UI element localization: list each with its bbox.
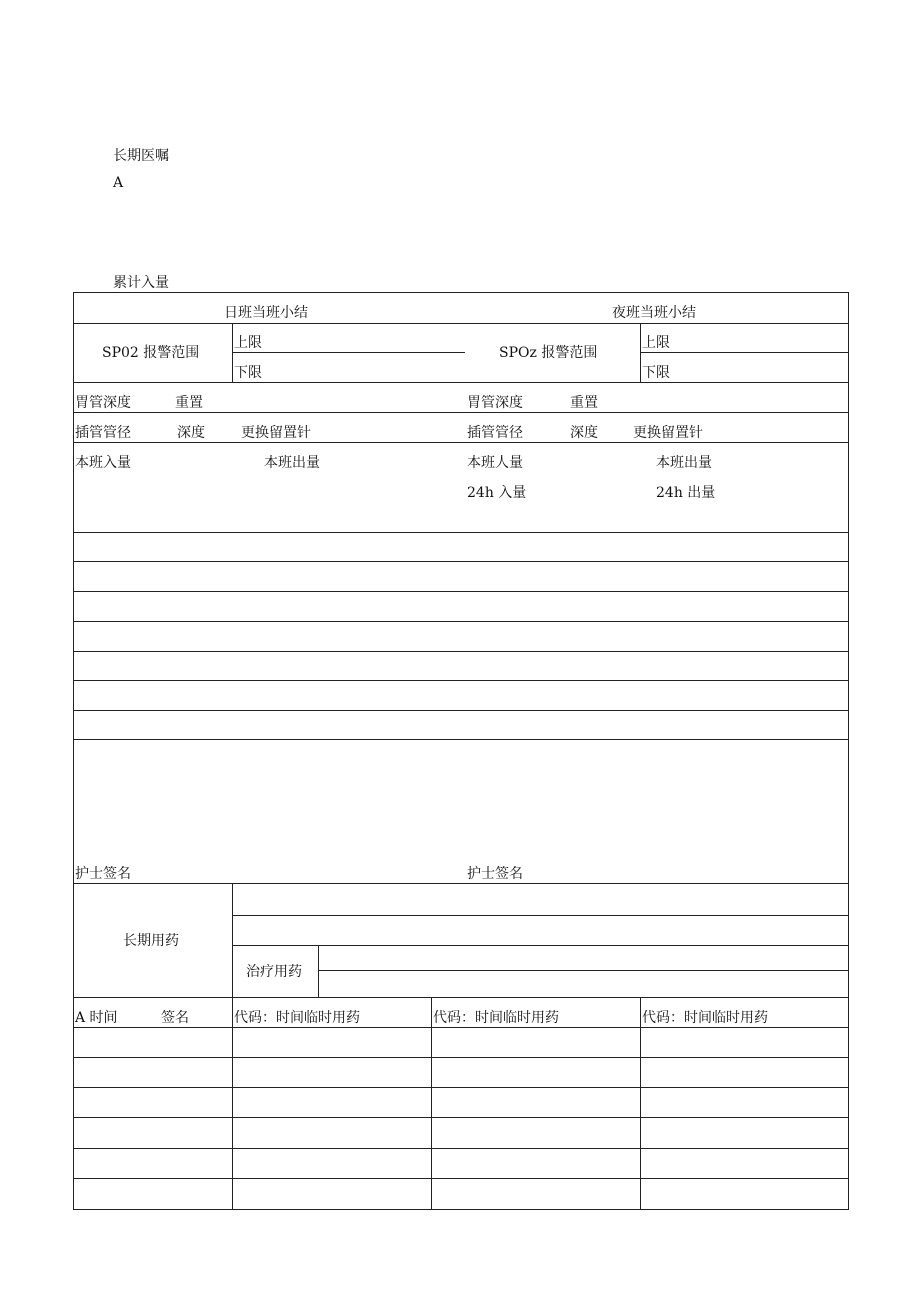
spo2-night-divider (640, 323, 641, 383)
row-divider (73, 680, 849, 681)
night-depth: 深度 (570, 425, 598, 441)
temp-med-code-header: 代码：时间临时用药 (642, 1010, 768, 1026)
day-replace-needle: 更换留置针 (241, 425, 311, 441)
medication-divider (232, 883, 233, 998)
spo2-night-upper: 上限 (642, 335, 670, 351)
night-intubation-diameter: 插管管径 (467, 425, 523, 441)
day-output: 本班出量 (264, 455, 320, 471)
spo2-day-divider (232, 323, 233, 383)
temp-med-code-header: 代码：时间临时用药 (433, 1010, 559, 1026)
row-divider (73, 1057, 849, 1058)
row-divider (73, 561, 849, 562)
treatment-line (318, 970, 849, 971)
day-intubation-diameter: 插管管径 (75, 425, 131, 441)
spo2-day-upper: 上限 (234, 335, 262, 351)
night-gastric-depth: 胃管深度 (467, 395, 523, 411)
row-divider (73, 532, 849, 533)
day-intake: 本班入量 (75, 455, 131, 471)
row-divider (73, 621, 849, 622)
row-divider (73, 1148, 849, 1149)
treatment-divider (318, 945, 319, 998)
row-divider (73, 1178, 849, 1179)
row-divider (73, 412, 849, 413)
night-replace-needle: 更换留置针 (633, 425, 703, 441)
row-divider (73, 651, 849, 652)
day-gastric-depth: 胃管深度 (75, 395, 131, 411)
row-divider (73, 442, 849, 443)
spo2-day-label: SP02 报警范围 (102, 345, 200, 361)
spo2-day-lower: 下限 (234, 365, 262, 381)
temp-med-sign-header: 签名 (161, 1010, 189, 1026)
temp-med-time-header: A 时间 (75, 1010, 118, 1026)
night-weight: 重置 (570, 395, 598, 411)
temp-med-code-header: 代码：时间临时用药 (234, 1010, 360, 1026)
long-term-medication-label: 长期用药 (123, 933, 179, 949)
marker-a: A (113, 175, 124, 191)
night-intake: 本班人量 (467, 455, 523, 471)
night-output: 本班出量 (656, 455, 712, 471)
temp-med-col-divider (431, 997, 432, 1209)
treatment-medication-label: 治疗用药 (246, 964, 302, 980)
medication-line (232, 945, 849, 946)
row-divider (73, 1027, 849, 1028)
output-24h: 24h 出量 (656, 485, 716, 501)
row-divider (73, 739, 849, 740)
long-term-orders-title: 长期医嘱 (113, 148, 169, 164)
day-depth: 深度 (177, 425, 205, 441)
row-divider (73, 382, 849, 383)
row-divider (73, 591, 849, 592)
spo2-day-upper-line (232, 352, 465, 353)
row-divider (73, 883, 849, 884)
nurse-signature-day: 护士签名 (75, 866, 131, 882)
nurse-signature-night: 护士签名 (467, 866, 523, 882)
spo2-night-label: SPOz 报警范围 (499, 345, 598, 361)
temp-med-col-divider (640, 997, 641, 1209)
day-shift-summary: 日班当班小结 (224, 305, 308, 321)
temp-med-col-divider (232, 997, 233, 1209)
medication-line (232, 915, 849, 916)
row-divider (73, 1087, 849, 1088)
intake-24h: 24h 入量 (467, 485, 527, 501)
cumulative-intake-label: 累计入量 (113, 275, 169, 291)
row-divider (73, 997, 849, 998)
spo2-night-lower: 下限 (642, 365, 670, 381)
day-weight: 重置 (175, 395, 203, 411)
spo2-night-upper-line (640, 352, 849, 353)
row-divider (73, 710, 849, 711)
row-divider (73, 323, 849, 324)
row-divider (73, 1117, 849, 1118)
night-shift-summary: 夜班当班小结 (612, 305, 696, 321)
